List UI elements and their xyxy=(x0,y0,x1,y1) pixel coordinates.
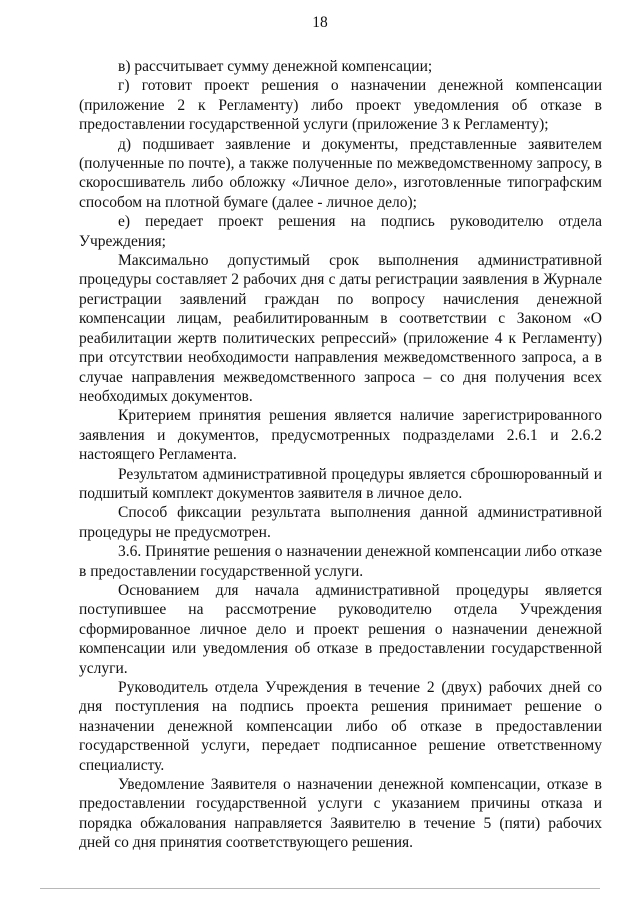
paragraph-item-g: г) готовит проект решения о назначении денежной компенсации (приложение 2 к Регламенту) либо проект уведомления об отказе в предоставлении государственной услуги (приложение 3 к Регламенту); xyxy=(79,77,602,134)
page-number: 18 xyxy=(312,14,328,31)
paragraph-item-e: е) передает проект решения на подпись руководителю отдела Учреждения; xyxy=(79,213,602,250)
paragraph-procedure-basis: Основанием для начала административной процедуры является поступившее на рассмотрение руководителю отдела Учреждения сформированное личное дело и проект решения о назначении денежной компенсации или уведомления об отказе в предоставлении государственной услуги. xyxy=(79,581,602,677)
document-body xyxy=(79,57,602,853)
paragraph-head-decision: Руководитель отдела Учреждения в течение 2 (двух) рабочих дней со дня поступления на подпись проекта решения принимает решение о назначении денежной компенсации либо об отказе в предоставлении государственной услуги, передает подписанное решение ответственному специалисту. xyxy=(79,679,602,774)
paragraph-procedure-result: Результатом административной процедуры является сброшюрованный и подшитый комплект документов заявителя в личное дело. xyxy=(79,465,602,502)
paragraph-result-fixation: Способ фиксации результата выполнения данной административной процедуры не предусмотрен. xyxy=(79,504,602,541)
section-heading-3-6: 3.6. Принятие решения о назначении денежной компенсации либо отказе в предоставлении государственной услуги. xyxy=(79,543,602,580)
paragraph-item-d: д) подшивает заявление и документы, представленные заявителем (полученные по почте), а также полученные по межведомственному запросу, в скоросшиватель либо обложку «Личное дело», изготовленные типографским способом на плотной бумаге (далее - личное дело); xyxy=(79,135,602,211)
paragraph-decision-criterion: Критерием принятия решения является наличие зарегистрированного заявления и документов, предусмотренных подразделами 2.6.1 и 2.6.2 настоящего Регламента. xyxy=(79,407,602,464)
paragraph-time-limit: Максимально допустимый срок выполнения административной процедуры составляет 2 рабочих дня с даты регистрации заявления в Журнале регистрации заявлений граждан по вопросу начисления денежной компенсации лицам, реабилитированным в соответствии с Законом «О реабилитации жертв политических репрессий» (приложение 4 к Регламенту) при отсутствии необходимости направления межведомственного запроса, а в случае направления межведомственного запроса – со дня получения всех необходимых документов. xyxy=(79,252,602,405)
paragraph-item-v: в) рассчитывает сумму денежной компенсации; xyxy=(118,58,433,75)
page-bottom-divider xyxy=(40,888,600,889)
paragraph-applicant-notice: Уведомление Заявителя о назначении денежной компенсации, отказе в предоставлении государственной услуги с указанием причины отказа и порядка обжалования направляется Заявителю в течение 5 (пяти) рабочих дней со дня принятия соответствующего решения. xyxy=(79,776,602,852)
